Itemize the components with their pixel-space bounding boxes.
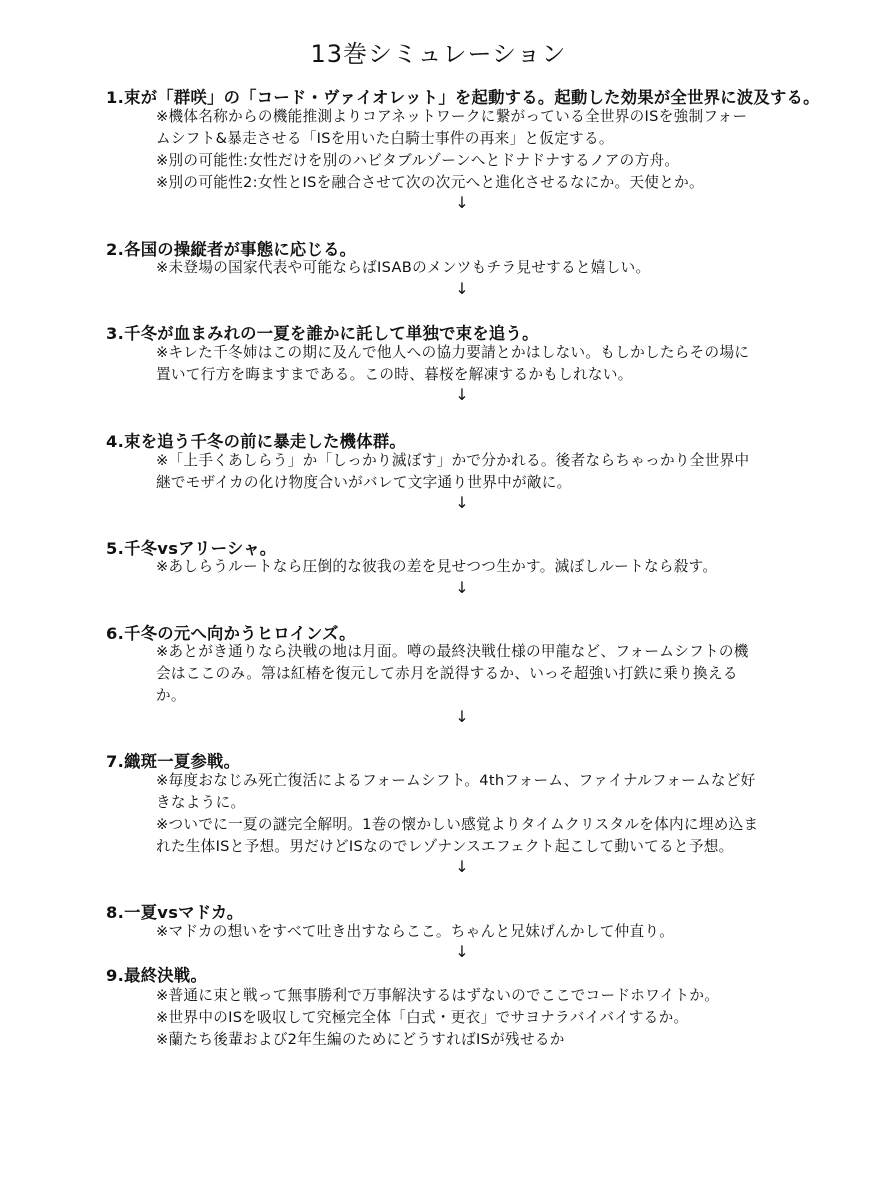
section-4-note-2: 継でモザイカの化け物度合いがバレて文字通り世界中が敵に。 (156, 474, 572, 491)
section-7-note-4: れた生体ISと予想。男だけどISなのでレゾナンスエフェクト起こして動いてると予想。 (156, 838, 734, 855)
section-9-note-1: ※普通に束と戦って無事勝利で万事解決するはずないのでここでコードホワイトか。 (156, 987, 720, 1004)
section-6-note-2: 会はここのみ。箒は紅椿を復元して赤月を説得するか、いっそ超強い打鉄に乗り換える (156, 665, 738, 682)
section-1-note-3: ※別の可能性:女性だけを別のハビタブルゾーンへとドナドナするノアの方舟。 (156, 152, 680, 169)
section-4-heading: 4.束を追う千冬の前に暴走した機体群。 (106, 432, 406, 451)
flow-arrow: ↓ (455, 493, 469, 512)
section-2-note-1: ※未登場の国家代表や可能ならばISABのメンツもチラ見せすると嬉しい。 (156, 259, 651, 276)
section-7-note-1: ※毎度おなじみ死亡復活によるフォームシフト。4thフォーム、ファイナルフォームなど好 (156, 772, 756, 789)
section-7-note-3: ※ついでに一夏の謎完全解明。1巻の懐かしい感覚よりタイムクリスタルを体内に埋め込ま (156, 816, 759, 833)
section-1-note-2: ムシフト&暴走させる「ISを用いた白騎士事件の再来」と仮定する。 (156, 130, 614, 147)
section-7-note-2: きなように。 (156, 794, 246, 811)
section-9-heading: 9.最終決戦。 (106, 966, 208, 985)
section-5-note-1: ※あしらうルートなら圧倒的な彼我の差を見せつつ生かす。滅ぼしルートなら殺す。 (156, 558, 718, 575)
section-3-note-2: 置いて行方を晦ますまである。この時、暮桜を解凍するかもしれない。 (156, 366, 633, 383)
section-3-note-1: ※キレた千冬姉はこの期に及んで他人への協力要請とかはしない。もしかしたらその場に (156, 344, 750, 361)
section-2-heading: 2.各国の操縦者が事態に応じる。 (106, 240, 357, 259)
section-9-note-3: ※蘭たち後輩および2年生編のためにどうすればISが残せるか (156, 1031, 565, 1048)
section-3-heading: 3.千冬が血まみれの一夏を誰かに託して単独で束を追う。 (106, 324, 539, 343)
page-title: 13巻シミュレーション (310, 40, 567, 68)
flow-arrow: ↓ (455, 279, 469, 298)
flow-arrow: ↓ (455, 385, 469, 404)
section-6-note-3: か。 (156, 687, 186, 704)
section-8-note-1: ※マドカの想いをすべて吐き出すならここ。ちゃんと兄妹げんかして仲直り。 (156, 923, 675, 940)
section-1-note-1: ※機体名称からの機能推測よりコアネットワークに繋がっている全世界のISを強制フォー (156, 108, 748, 125)
flow-arrow: ↓ (455, 857, 469, 876)
section-4-note-1: ※「上手くあしらう」か「しっかり滅ぼす」かで分かれる。後者ならちゃっかり全世界中 (156, 452, 750, 469)
section-1-heading: 1.束が「群咲」の「コード・ヴァイオレット」を起動する。起動した効果が全世界に波及する。 (106, 88, 820, 107)
flow-arrow: ↓ (455, 578, 469, 597)
section-8-heading: 8.一夏vsマドカ。 (106, 903, 244, 922)
section-7-heading: 7.織斑一夏参戦。 (106, 752, 241, 771)
flow-arrow: ↓ (455, 707, 469, 726)
section-6-note-1: ※あとがき通りなら決戦の地は月面。噂の最終決戦仕様の甲龍など、フォームシフトの機 (156, 643, 749, 660)
section-1-note-4: ※別の可能性2:女性とISを融合させて次の次元へと進化させるなにか。天使とか。 (156, 174, 704, 191)
section-5-heading: 5.千冬vsアリーシャ。 (106, 539, 277, 558)
section-9-note-2: ※世界中のISを吸収して究極完全体「白式・更衣」でサヨナラバイバイするか。 (156, 1009, 689, 1026)
section-6-heading: 6.千冬の元へ向かうヒロインズ。 (106, 624, 356, 643)
flow-arrow: ↓ (455, 193, 469, 212)
flow-arrow: ↓ (455, 942, 469, 961)
